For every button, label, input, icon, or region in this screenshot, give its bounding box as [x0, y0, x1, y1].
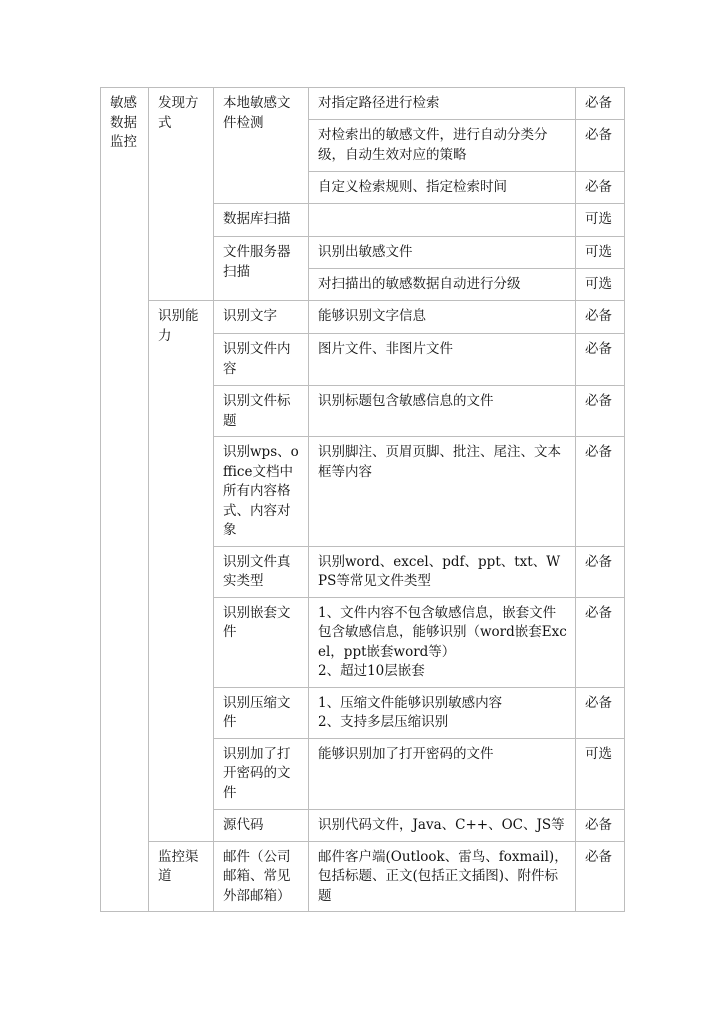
- requirements-table: [100, 87, 625, 912]
- requirement-cell: 必备: [576, 334, 625, 386]
- requirement-cell: 必备: [576, 687, 625, 738]
- table-row: [101, 88, 625, 120]
- item-cell: 识别文件标题: [214, 386, 309, 437]
- requirement-cell: 必备: [576, 546, 625, 597]
- requirement-cell: 可选: [576, 269, 625, 301]
- description-cell: 识别脚注、页眉页脚、批注、尾注、文本框等内容: [309, 437, 576, 547]
- group-cell: 监控渠道: [149, 841, 214, 912]
- description-cell: 识别代码文件，Java、C++、OC、JS等: [309, 809, 576, 841]
- description-cell: 图片文件、非图片文件: [309, 334, 576, 386]
- item-cell: 识别文件内容: [214, 334, 309, 386]
- description-cell: 能够识别文字信息: [309, 301, 576, 334]
- item-cell: 识别wps、office文档中所有内容格式、内容对象: [214, 437, 309, 547]
- requirement-cell: 必备: [576, 386, 625, 437]
- requirement-cell: 必备: [576, 120, 625, 172]
- table-row: [101, 301, 625, 334]
- item-cell: 识别嵌套文件: [214, 597, 309, 687]
- description-cell: 1、压缩文件能够识别敏感内容 2、支持多层压缩识别: [309, 687, 576, 738]
- group-cell: 发现方式: [149, 88, 214, 301]
- section-cell: 敏感数据监控: [101, 88, 149, 912]
- requirements-table-body: [101, 88, 625, 912]
- item-cell: 识别文件真实类型: [214, 546, 309, 597]
- description-cell: 邮件客户端(Outlook、雷鸟、foxmail)，包括标题、正文(包括正文插图)、附件标题: [309, 841, 576, 912]
- description-cell: 识别出敏感文件: [309, 237, 576, 269]
- description-cell: 识别标题包含敏感信息的文件: [309, 386, 576, 437]
- item-cell: 源代码: [214, 809, 309, 841]
- table-row: [101, 841, 625, 912]
- item-cell: 识别文字: [214, 301, 309, 334]
- description-cell: 能够识别加了打开密码的文件: [309, 738, 576, 809]
- requirement-cell: 可选: [576, 738, 625, 809]
- item-cell: 识别压缩文件: [214, 687, 309, 738]
- item-cell: 邮件（公司邮箱、常见外部邮箱）: [214, 841, 309, 912]
- requirement-cell: 必备: [576, 809, 625, 841]
- requirement-cell: 必备: [576, 88, 625, 120]
- description-cell: 1、文件内容不包含敏感信息，嵌套文件包含敏感信息，能够识别（word嵌套Excel，ppt嵌套word等） 2、超过10层嵌套: [309, 597, 576, 687]
- description-cell: 对扫描出的敏感数据自动进行分级: [309, 269, 576, 301]
- requirement-cell: 必备: [576, 437, 625, 547]
- description-cell: 对指定路径进行检索: [309, 88, 576, 120]
- description-cell: [309, 204, 576, 237]
- requirement-cell: 必备: [576, 841, 625, 912]
- requirement-cell: 可选: [576, 237, 625, 269]
- item-cell: 本地敏感文件检测: [214, 88, 309, 204]
- item-cell: 识别加了打开密码的文件: [214, 738, 309, 809]
- requirement-cell: 必备: [576, 301, 625, 334]
- requirement-cell: 必备: [576, 597, 625, 687]
- item-cell: 文件服务器扫描: [214, 237, 309, 301]
- description-cell: 识别word、excel、pdf、ppt、txt、WPS等常见文件类型: [309, 546, 576, 597]
- group-cell: 识别能力: [149, 301, 214, 842]
- item-cell: 数据库扫描: [214, 204, 309, 237]
- requirement-cell: 必备: [576, 172, 625, 204]
- requirement-cell: 可选: [576, 204, 625, 237]
- description-cell: 对检索出的敏感文件，进行自动分类分级，自动生效对应的策略: [309, 120, 576, 172]
- description-cell: 自定义检索规则、指定检索时间: [309, 172, 576, 204]
